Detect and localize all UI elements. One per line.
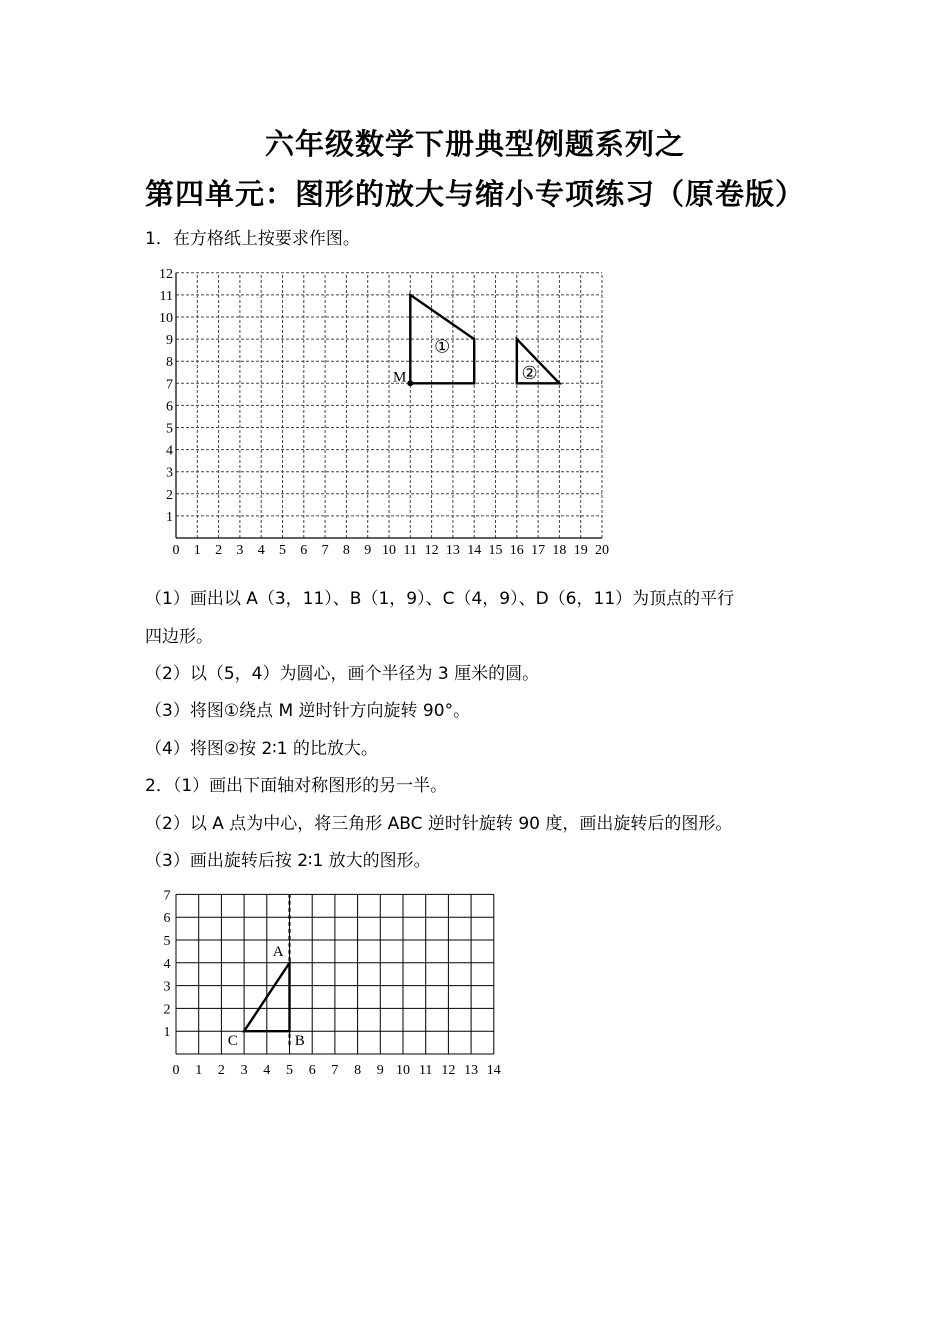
y-tick-label: 1 [166, 509, 173, 525]
y-tick-label: 2 [163, 1002, 171, 1018]
y-tick-label: 12 [159, 266, 173, 282]
x-tick-label: 4 [263, 1063, 271, 1078]
x-tick-label: 18 [552, 543, 567, 558]
q2-item-1: 2．（1）画出下面轴对称图形的另一半。 [145, 776, 448, 796]
x-tick-label: 12 [424, 543, 439, 558]
x-tick-label: 0 [172, 1063, 180, 1078]
x-tick-label: 4 [257, 543, 265, 558]
shape-1-label: ① [434, 336, 451, 357]
x-tick-label: 5 [279, 543, 286, 558]
x-tick-label: 20 [595, 543, 609, 558]
page-title-line1: 六年级数学下册典型例题系列之 [264, 127, 685, 161]
x-tick-label: 1 [195, 1063, 203, 1078]
q1-item-1-cont: 四边形。 [145, 627, 213, 647]
x-tick-label: 1 [193, 543, 201, 558]
y-tick-label: 3 [166, 465, 173, 481]
x-tick-label: 8 [342, 543, 350, 558]
label-a: A [272, 943, 284, 960]
q1-item-1: （1）画出以 A（3，11）、B（1，9）、C（4，9）、D（6，11）为顶点的平行 [145, 589, 735, 609]
q2-item-2: （2）以 A 点为中心，将三角形 ABC 逆时针旋转 90 度，画出旋转后的图形。 [145, 814, 733, 834]
point-m-label: M [392, 369, 407, 386]
label-b: B [294, 1032, 305, 1049]
x-tick-label: 10 [396, 1063, 410, 1078]
q2-item-3: （3）画出旋转后按 2∶1 放大的图形。 [145, 851, 431, 871]
y-tick-label: 2 [166, 487, 173, 503]
x-tick-label: 5 [286, 1063, 293, 1078]
x-tick-label: 6 [308, 1063, 316, 1078]
x-tick-label: 16 [509, 543, 524, 558]
x-tick-label: 3 [236, 543, 244, 558]
y-tick-label: 6 [163, 911, 171, 927]
x-tick-label: 2 [217, 1063, 225, 1078]
y-tick-label: 10 [159, 311, 173, 326]
y-tick-label: 9 [166, 333, 173, 349]
coordinate-grid-2 [150, 885, 520, 1085]
x-tick-label: 11 [403, 543, 418, 558]
x-tick-label: 15 [488, 543, 503, 558]
x-tick-label: 13 [464, 1063, 479, 1078]
x-tick-label: 0 [172, 543, 180, 558]
x-tick-label: 7 [321, 543, 329, 558]
x-tick-label: 11 [418, 1063, 433, 1078]
y-tick-label: 1 [163, 1025, 171, 1041]
y-tick-label: 7 [166, 377, 173, 393]
point-m [407, 380, 413, 386]
x-tick-label: 7 [331, 1063, 339, 1078]
x-tick-label: 10 [382, 543, 396, 558]
question-1-prompt: 1．在方格纸上按要求作图。 [145, 229, 360, 249]
x-tick-label: 2 [215, 543, 223, 558]
y-tick-label: 3 [163, 979, 171, 995]
x-tick-label: 6 [300, 543, 308, 558]
y-tick-label: 8 [166, 355, 173, 371]
q1-item-3: （3）将图①绕点 M 逆时针方向旋转 90°。 [145, 701, 471, 721]
y-tick-label: 4 [163, 956, 171, 972]
coordinate-grid-1 [140, 262, 620, 562]
label-c: C [227, 1032, 238, 1049]
x-tick-label: 3 [240, 1063, 248, 1078]
x-tick-label: 12 [441, 1063, 456, 1078]
x-tick-label: 14 [467, 543, 482, 558]
y-tick-label: 5 [163, 934, 171, 949]
x-tick-label: 14 [486, 1063, 501, 1078]
y-tick-label: 5 [166, 421, 173, 437]
page-title-line2: 第四单元：图形的放大与缩小专项练习（原卷版） [144, 177, 805, 211]
q1-item-4: （4）将图②按 2∶1 的比放大。 [145, 739, 378, 759]
x-tick-label: 17 [531, 543, 546, 558]
x-tick-label: 13 [445, 543, 460, 558]
x-tick-label: 8 [354, 1063, 362, 1078]
y-tick-label: 4 [166, 443, 173, 459]
x-tick-label: 9 [364, 543, 372, 558]
x-tick-label: 19 [573, 543, 588, 558]
shape-2-label: ② [521, 362, 538, 383]
y-tick-label: 6 [166, 399, 173, 415]
q1-item-2: （2）以（5，4）为圆心，画个半径为 3 厘米的圆。 [145, 664, 540, 684]
y-tick-label: 7 [163, 888, 171, 904]
x-tick-label: 9 [376, 1063, 384, 1078]
y-tick-label: 11 [159, 288, 173, 304]
